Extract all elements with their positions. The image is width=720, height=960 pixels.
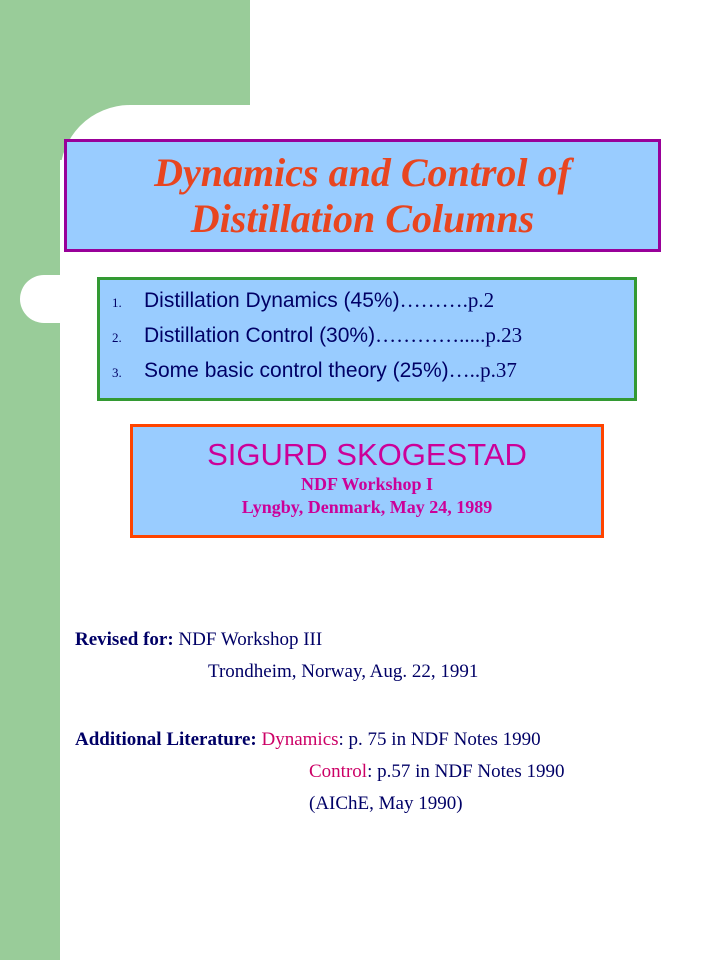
dynamics-reference: : p. 75 in NDF Notes 1990	[338, 729, 541, 750]
control-label: Control	[309, 761, 368, 782]
title-line-1: Dynamics and Control of	[154, 149, 571, 195]
contents-box	[97, 277, 637, 401]
aiche-reference: (AIChE, May 1990)	[309, 793, 463, 814]
item-text: Distillation Dynamics (45%)	[144, 289, 400, 312]
item-number: 1.	[112, 295, 122, 310]
contents-list	[100, 280, 634, 393]
revised-location: Trondheim, Norway, Aug. 22, 1991	[208, 661, 479, 682]
author-box	[130, 424, 604, 538]
item-page: p.23	[485, 323, 523, 347]
tab-notch	[20, 275, 80, 323]
author-name: SIGURD SKOGESTAD	[207, 437, 527, 472]
literature-line-1	[75, 724, 564, 756]
revised-workshop: NDF Workshop III	[178, 629, 323, 650]
contents-item	[112, 288, 634, 323]
slide-title	[154, 150, 571, 242]
literature-section	[75, 724, 564, 820]
revised-section	[75, 624, 478, 688]
dynamics-label: Dynamics	[261, 729, 339, 750]
contents-item	[112, 323, 634, 358]
item-text: Distillation Control (30%)	[144, 324, 376, 347]
literature-label: Additional Literature:	[75, 729, 257, 750]
item-dots: ……….	[399, 288, 468, 312]
item-dots: ………….....	[375, 323, 486, 347]
item-number: 3.	[112, 365, 122, 380]
revised-line-1	[75, 624, 478, 656]
item-page: p.37	[480, 358, 517, 382]
sidebar-strip	[0, 0, 60, 960]
item-dots: …..	[448, 358, 481, 382]
item-text: Some basic control theory (25%)	[144, 359, 449, 382]
control-reference: : p.57 in NDF Notes 1990	[367, 761, 565, 782]
item-page: p.2	[467, 288, 495, 312]
contents-item	[112, 358, 634, 393]
author-place: Lyngby, Denmark, May 24, 1989	[241, 497, 493, 517]
title-box	[64, 139, 661, 252]
revised-label: Revised for:	[75, 629, 174, 650]
title-line-2: Distillation Columns	[190, 195, 535, 241]
item-number: 2.	[112, 330, 122, 345]
literature-line-2	[75, 756, 564, 788]
author-event: NDF Workshop I	[300, 474, 434, 494]
